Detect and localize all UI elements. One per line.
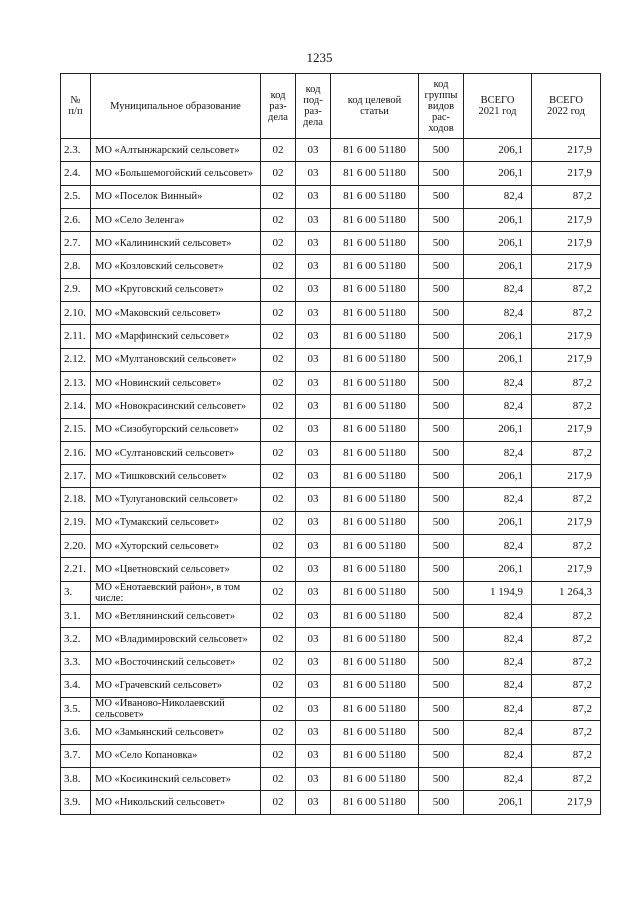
table-row	[61, 698, 601, 721]
table-row	[61, 535, 601, 558]
total-2022: 217,9	[532, 418, 601, 441]
subsection-code: 03	[296, 371, 331, 394]
target-article-code: 81 6 00 51180	[331, 395, 419, 418]
section-code: 02	[261, 465, 296, 488]
table-row	[61, 791, 601, 814]
total-2021: 206,1	[464, 418, 532, 441]
row-number: 2.3.	[61, 139, 91, 162]
target-article-code: 81 6 00 51180	[331, 535, 419, 558]
table-row	[61, 395, 601, 418]
table-row	[61, 302, 601, 325]
total-2022: 87,2	[532, 395, 601, 418]
total-2021: 82,4	[464, 674, 532, 697]
section-code: 02	[261, 674, 296, 697]
expense-group-code: 500	[419, 325, 464, 348]
section-code: 02	[261, 232, 296, 255]
subsection-code: 03	[296, 674, 331, 697]
total-2022: 217,9	[532, 511, 601, 534]
target-article-code: 81 6 00 51180	[331, 768, 419, 791]
section-code: 02	[261, 139, 296, 162]
subsection-code: 03	[296, 698, 331, 721]
table-row	[61, 465, 601, 488]
section-code: 02	[261, 511, 296, 534]
total-2022: 87,2	[532, 651, 601, 674]
total-2021: 82,4	[464, 744, 532, 767]
expense-group-code: 500	[419, 348, 464, 371]
expense-group-code: 500	[419, 674, 464, 697]
section-code: 02	[261, 162, 296, 185]
expense-group-code: 500	[419, 185, 464, 208]
total-2021: 206,1	[464, 325, 532, 348]
row-number: 3.5.	[61, 698, 91, 721]
total-2022: 87,2	[532, 535, 601, 558]
table-body	[61, 139, 601, 815]
subsection-code: 03	[296, 604, 331, 627]
total-2021: 82,4	[464, 488, 532, 511]
table-header-row	[61, 74, 601, 139]
total-2022: 217,9	[532, 348, 601, 371]
total-2021: 82,4	[464, 535, 532, 558]
total-2022: 87,2	[532, 488, 601, 511]
row-number: 2.13.	[61, 371, 91, 394]
subsection-code: 03	[296, 651, 331, 674]
total-2021: 206,1	[464, 348, 532, 371]
header-target-article-code: код целевой статьи	[331, 74, 419, 139]
target-article-code: 81 6 00 51180	[331, 325, 419, 348]
row-number: 2.9.	[61, 278, 91, 301]
table-row	[61, 232, 601, 255]
row-number: 2.7.	[61, 232, 91, 255]
section-code: 02	[261, 628, 296, 651]
expense-group-code: 500	[419, 418, 464, 441]
municipality-name: МО «Большемогойский сельсовет»	[91, 162, 261, 185]
section-code: 02	[261, 604, 296, 627]
subsection-code: 03	[296, 139, 331, 162]
expense-group-code: 500	[419, 535, 464, 558]
municipality-name: МО «Цветновский сельсовет»	[91, 558, 261, 581]
row-number: 2.5.	[61, 185, 91, 208]
expense-group-code: 500	[419, 162, 464, 185]
table-row	[61, 628, 601, 651]
total-2021: 82,4	[464, 371, 532, 394]
municipality-name: МО «Иваново-Николаевский сельсовет»	[91, 698, 261, 721]
expense-group-code: 500	[419, 511, 464, 534]
target-article-code: 81 6 00 51180	[331, 441, 419, 464]
municipality-name: МО «Тумакский сельсовет»	[91, 511, 261, 534]
expense-group-code: 500	[419, 441, 464, 464]
table-row	[61, 768, 601, 791]
subsection-code: 03	[296, 721, 331, 744]
table-row	[61, 255, 601, 278]
total-2021: 82,4	[464, 721, 532, 744]
row-number: 3.	[61, 581, 91, 604]
row-number: 2.14.	[61, 395, 91, 418]
total-2021: 206,1	[464, 232, 532, 255]
row-number: 3.7.	[61, 744, 91, 767]
municipality-name: МО «Никольский сельсовет»	[91, 791, 261, 814]
subsection-code: 03	[296, 325, 331, 348]
total-2021: 82,4	[464, 698, 532, 721]
section-code: 02	[261, 535, 296, 558]
total-2021: 82,4	[464, 185, 532, 208]
target-article-code: 81 6 00 51180	[331, 628, 419, 651]
target-article-code: 81 6 00 51180	[331, 721, 419, 744]
total-2022: 217,9	[532, 139, 601, 162]
section-code: 02	[261, 768, 296, 791]
table-row	[61, 208, 601, 231]
target-article-code: 81 6 00 51180	[331, 418, 419, 441]
target-article-code: 81 6 00 51180	[331, 348, 419, 371]
subsection-code: 03	[296, 278, 331, 301]
expense-group-code: 500	[419, 208, 464, 231]
expense-group-code: 500	[419, 139, 464, 162]
municipality-name: МО «Новокрасинский сельсовет»	[91, 395, 261, 418]
expense-group-code: 500	[419, 465, 464, 488]
header-subsection-code: код под- раз- дела	[296, 74, 331, 139]
municipality-name: МО «Тишковский сельсовет»	[91, 465, 261, 488]
subsection-code: 03	[296, 558, 331, 581]
section-code: 02	[261, 325, 296, 348]
table-row	[61, 581, 601, 604]
target-article-code: 81 6 00 51180	[331, 488, 419, 511]
table-row	[61, 185, 601, 208]
row-number: 2.16.	[61, 441, 91, 464]
section-code: 02	[261, 651, 296, 674]
table-row	[61, 674, 601, 697]
section-code: 02	[261, 558, 296, 581]
municipality-name: МО «Алтынжарский сельсовет»	[91, 139, 261, 162]
target-article-code: 81 6 00 51180	[331, 232, 419, 255]
table-row	[61, 139, 601, 162]
expense-group-code: 500	[419, 604, 464, 627]
table-row	[61, 348, 601, 371]
table-row	[61, 744, 601, 767]
expense-group-code: 500	[419, 651, 464, 674]
municipality-name: МО «Султановский сельсовет»	[91, 441, 261, 464]
subsection-code: 03	[296, 395, 331, 418]
total-2022: 87,2	[532, 185, 601, 208]
municipality-name: МО «Замьянский сельсовет»	[91, 721, 261, 744]
total-2021: 82,4	[464, 651, 532, 674]
municipality-name: МО «Тулугановский сельсовет»	[91, 488, 261, 511]
total-2021: 206,1	[464, 791, 532, 814]
header-total-2021: ВСЕГО 2021 год	[464, 74, 532, 139]
target-article-code: 81 6 00 51180	[331, 465, 419, 488]
total-2022: 217,9	[532, 325, 601, 348]
municipality-name: МО «Сизобугорский сельсовет»	[91, 418, 261, 441]
total-2022: 87,2	[532, 441, 601, 464]
section-code: 02	[261, 395, 296, 418]
expense-group-code: 500	[419, 371, 464, 394]
page-number: 1235	[306, 50, 333, 65]
expense-group-code: 500	[419, 232, 464, 255]
section-code: 02	[261, 441, 296, 464]
table-row	[61, 418, 601, 441]
subsection-code: 03	[296, 465, 331, 488]
total-2021: 82,4	[464, 395, 532, 418]
subsection-code: 03	[296, 208, 331, 231]
target-article-code: 81 6 00 51180	[331, 302, 419, 325]
total-2021: 82,4	[464, 441, 532, 464]
expense-group-code: 500	[419, 698, 464, 721]
total-2021: 82,4	[464, 302, 532, 325]
expense-group-code: 500	[419, 395, 464, 418]
table-row	[61, 721, 601, 744]
municipality-name: МО «Село Зеленга»	[91, 208, 261, 231]
expense-group-code: 500	[419, 255, 464, 278]
total-2022: 87,2	[532, 278, 601, 301]
table-row	[61, 604, 601, 627]
expense-group-code: 500	[419, 558, 464, 581]
section-code: 02	[261, 208, 296, 231]
row-number: 3.6.	[61, 721, 91, 744]
total-2021: 206,1	[464, 465, 532, 488]
target-article-code: 81 6 00 51180	[331, 139, 419, 162]
subsection-code: 03	[296, 535, 331, 558]
total-2021: 206,1	[464, 208, 532, 231]
row-number: 3.8.	[61, 768, 91, 791]
municipality-name: МО «Восточинский сельсовет»	[91, 651, 261, 674]
subsection-code: 03	[296, 418, 331, 441]
row-number: 2.18.	[61, 488, 91, 511]
expense-group-code: 500	[419, 302, 464, 325]
row-number: 2.12.	[61, 348, 91, 371]
row-number: 2.20.	[61, 535, 91, 558]
row-number: 2.4.	[61, 162, 91, 185]
municipality-name: МО «Новинский сельсовет»	[91, 371, 261, 394]
municipality-name: МО «Поселок Винный»	[91, 185, 261, 208]
municipality-name: МО «Мултановский сельсовет»	[91, 348, 261, 371]
total-2021: 206,1	[464, 511, 532, 534]
expense-group-code: 500	[419, 628, 464, 651]
total-2022: 217,9	[532, 255, 601, 278]
header-number: № п/п	[61, 74, 91, 139]
section-code: 02	[261, 744, 296, 767]
total-2021: 82,4	[464, 604, 532, 627]
row-number: 2.10.	[61, 302, 91, 325]
section-code: 02	[261, 278, 296, 301]
section-code: 02	[261, 255, 296, 278]
total-2022: 87,2	[532, 721, 601, 744]
table-row	[61, 162, 601, 185]
target-article-code: 81 6 00 51180	[331, 651, 419, 674]
table-row	[61, 325, 601, 348]
municipality-name: МО «Хуторский сельсовет»	[91, 535, 261, 558]
total-2022: 87,2	[532, 744, 601, 767]
total-2021: 1 194,9	[464, 581, 532, 604]
subsection-code: 03	[296, 302, 331, 325]
section-code: 02	[261, 185, 296, 208]
table-row	[61, 488, 601, 511]
section-code: 02	[261, 488, 296, 511]
target-article-code: 81 6 00 51180	[331, 744, 419, 767]
total-2022: 217,9	[532, 162, 601, 185]
total-2022: 87,2	[532, 768, 601, 791]
total-2022: 1 264,3	[532, 581, 601, 604]
row-number: 3.2.	[61, 628, 91, 651]
target-article-code: 81 6 00 51180	[331, 185, 419, 208]
table-row	[61, 651, 601, 674]
subsection-code: 03	[296, 581, 331, 604]
total-2022: 87,2	[532, 698, 601, 721]
expense-group-code: 500	[419, 721, 464, 744]
target-article-code: 81 6 00 51180	[331, 791, 419, 814]
subsection-code: 03	[296, 348, 331, 371]
expense-group-code: 500	[419, 744, 464, 767]
total-2021: 206,1	[464, 162, 532, 185]
table-row	[61, 511, 601, 534]
section-code: 02	[261, 791, 296, 814]
subsection-code: 03	[296, 511, 331, 534]
total-2022: 217,9	[532, 558, 601, 581]
target-article-code: 81 6 00 51180	[331, 278, 419, 301]
expense-group-code: 500	[419, 488, 464, 511]
target-article-code: 81 6 00 51180	[331, 558, 419, 581]
total-2021: 206,1	[464, 139, 532, 162]
header-municipality: Муниципальное образование	[91, 74, 261, 139]
total-2022: 87,2	[532, 302, 601, 325]
section-code: 02	[261, 302, 296, 325]
table-row	[61, 278, 601, 301]
header-total-2022: ВСЕГО 2022 год	[532, 74, 601, 139]
total-2022: 87,2	[532, 371, 601, 394]
row-number: 2.19.	[61, 511, 91, 534]
subsection-code: 03	[296, 232, 331, 255]
subsection-code: 03	[296, 488, 331, 511]
subsection-code: 03	[296, 255, 331, 278]
total-2022: 217,9	[532, 791, 601, 814]
target-article-code: 81 6 00 51180	[331, 208, 419, 231]
total-2022: 217,9	[532, 232, 601, 255]
section-code: 02	[261, 721, 296, 744]
table-row	[61, 371, 601, 394]
expense-group-code: 500	[419, 581, 464, 604]
total-2021: 82,4	[464, 768, 532, 791]
row-number: 2.11.	[61, 325, 91, 348]
target-article-code: 81 6 00 51180	[331, 698, 419, 721]
header-expense-group-code: код группы видов рас- ходов	[419, 74, 464, 139]
section-code: 02	[261, 371, 296, 394]
subsection-code: 03	[296, 185, 331, 208]
subsection-code: 03	[296, 768, 331, 791]
expense-group-code: 500	[419, 768, 464, 791]
row-number: 2.17.	[61, 465, 91, 488]
table-row	[61, 558, 601, 581]
total-2021: 206,1	[464, 255, 532, 278]
municipality-name: МО «Калининский сельсовет»	[91, 232, 261, 255]
total-2021: 82,4	[464, 278, 532, 301]
section-code: 02	[261, 698, 296, 721]
total-2022: 87,2	[532, 674, 601, 697]
row-number: 3.3.	[61, 651, 91, 674]
section-code: 02	[261, 348, 296, 371]
subsection-code: 03	[296, 791, 331, 814]
table-row	[61, 441, 601, 464]
row-number: 2.15.	[61, 418, 91, 441]
total-2021: 206,1	[464, 558, 532, 581]
section-code: 02	[261, 418, 296, 441]
municipality-name: МО «Енотаевский район», в том числе:	[91, 581, 261, 604]
subsection-code: 03	[296, 162, 331, 185]
row-number: 2.21.	[61, 558, 91, 581]
row-number: 3.9.	[61, 791, 91, 814]
target-article-code: 81 6 00 51180	[331, 371, 419, 394]
total-2022: 217,9	[532, 465, 601, 488]
expense-group-code: 500	[419, 791, 464, 814]
municipality-name: МО «Маковский сельсовет»	[91, 302, 261, 325]
target-article-code: 81 6 00 51180	[331, 162, 419, 185]
subsection-code: 03	[296, 744, 331, 767]
target-article-code: 81 6 00 51180	[331, 581, 419, 604]
row-number: 2.8.	[61, 255, 91, 278]
municipality-name: МО «Круговский сельсовет»	[91, 278, 261, 301]
row-number: 3.4.	[61, 674, 91, 697]
budget-table	[60, 73, 601, 815]
total-2022: 217,9	[532, 208, 601, 231]
total-2022: 87,2	[532, 604, 601, 627]
subsection-code: 03	[296, 441, 331, 464]
total-2021: 82,4	[464, 628, 532, 651]
municipality-name: МО «Косикинский сельсовет»	[91, 768, 261, 791]
municipality-name: МО «Марфинский сельсовет»	[91, 325, 261, 348]
municipality-name: МО «Село Копановка»	[91, 744, 261, 767]
municipality-name: МО «Ветлянинский сельсовет»	[91, 604, 261, 627]
municipality-name: МО «Козловский сельсовет»	[91, 255, 261, 278]
subsection-code: 03	[296, 628, 331, 651]
municipality-name: МО «Владимировский сельсовет»	[91, 628, 261, 651]
expense-group-code: 500	[419, 278, 464, 301]
target-article-code: 81 6 00 51180	[331, 674, 419, 697]
municipality-name: МО «Грачевский сельсовет»	[91, 674, 261, 697]
target-article-code: 81 6 00 51180	[331, 604, 419, 627]
target-article-code: 81 6 00 51180	[331, 511, 419, 534]
row-number: 3.1.	[61, 604, 91, 627]
target-article-code: 81 6 00 51180	[331, 255, 419, 278]
header-section-code: код раз- дела	[261, 74, 296, 139]
row-number: 2.6.	[61, 208, 91, 231]
section-code: 02	[261, 581, 296, 604]
total-2022: 87,2	[532, 628, 601, 651]
